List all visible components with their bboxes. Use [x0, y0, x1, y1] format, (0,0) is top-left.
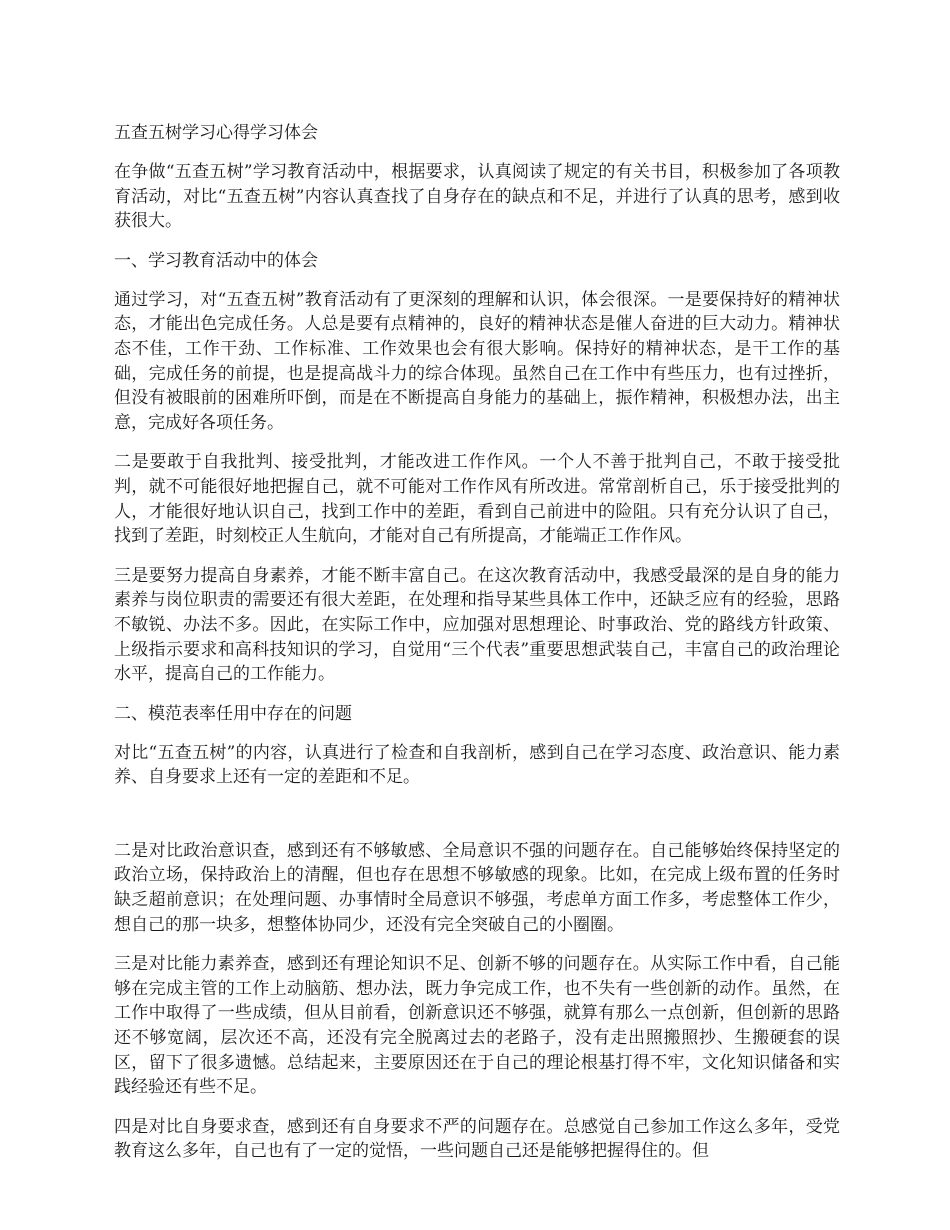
section-2-paragraph-2: 三是对比能力素养查，感到还有理论知识不足、创新不够的问题存在。从实际工作中看，自己能够在完成主管的工作上动脑筋、想办法，既力争完成工作，也不失有一些创新的动作。虽然，在工作中取得了一些成绩，但从目前看，创新意识还不够强，就算有那么一点创新，但创新的思路还不够宽阔，层次还不高，还没有完全脱离过去的老路子，没有走出照搬照抄、生搬硬套的误区，留下了很多遗憾。总结起来，主要原因还在于自己的理论根基打得不牢，文化知识储备和实践经验还有些不足。	[114, 954, 840, 1098]
section-1-paragraph-1: 通过学习，对“五查五树”教育活动有了更深刻的理解和认识，体会很深。一是要保持好的精神状态，才能出色完成任务。人总是要有点精神的，良好的精神状态是催人奋进的巨大动力。精神状态不佳，工作干劲、工作标准、工作效果也会有很大影响。保持好的精神状态，是干工作的基础，完成任务的前提，也是提高战斗力的综合体现。虽然自己在工作中有些压力，也有过挫折，但没有被眼前的困难所吓倒，而是在不断提高自身能力的基础上，振作精神，积极想办法，出主意，完成好各项任务。	[114, 289, 840, 433]
section-1-heading: 一、学习教育活动中的体会	[114, 250, 318, 271]
section-2-paragraph-3: 四是对比自身要求查，感到还有自身要求不严的问题存在。总感觉自己参加工作这么多年，受党教育这么多年，自己也有了一定的觉悟，一些问题自己还是能够把握得住的。但	[114, 1116, 840, 1162]
section-1-paragraph-3: 三是要努力提高自身素养，才能不断丰富自己。在这次教育活动中，我感受最深的是自身的能力素养与岗位职责的需要还有很大差距，在处理和指导某些具体工作中，还缺乏应有的经验，思路不敏锐、办法不多。因此，在实际工作中，应加强对思想理论、时事政治、党的路线方针政策、上级指示要求和高科技知识的学习，自觉用“三个代表”重要思想武装自己，丰富自己的政治理论水平，提高自己的工作能力。	[114, 565, 840, 685]
section-1-paragraph-2: 二是要敢于自我批判、接受批判，才能改进工作作风。一个人不善于批判自己，不敢于接受批判，就不可能很好地把握自己，就不可能对工作作风有所改进。常常剖析自己，乐于接受批判的人，才能很好地认识自己，找到工作中的差距，看到自己前进中的险阻。只有充分认识了自己，找到了差距，时刻校正人生航向，才能对自己有所提高，才能端正工作作风。	[114, 452, 840, 547]
blank-gap	[114, 805, 840, 839]
document-page	[114, 121, 840, 1179]
intro-paragraph: 在争做“五查五树”学习教育活动中，根据要求，认真阅读了规定的有关书目，积极参加了各项教育活动，对比“五查五树”内容认真查找了自身存在的缺点和不足，并进行了认真的思考，感到收获很大。	[114, 162, 840, 232]
section-2-intro: 对比“五查五树”的内容，认真进行了检查和自我剖析，感到自己在学习态度、政治意识、能力素养、自身要求上还有一定的差距和不足。	[114, 742, 840, 788]
section-2-heading: 二、模范表率任用中存在的问题	[114, 703, 352, 724]
section-2-paragraph-1: 二是对比政治意识查，感到还有不够敏感、全局意识不强的问题存在。自己能够始终保持坚定的政治立场，保持政治上的清醒，但也存在思想不够敏感的现象。比如，在完成上级布置的任务时缺乏超前意识；在处理问题、办事情时全局意识不够强，考虑单方面工作多，考虑整体工作少，想自己的那一块多，想整体协同少，还没有完全突破自己的小圈圈。	[114, 840, 840, 935]
document-title: 五查五树学习心得学习体会	[114, 123, 318, 143]
